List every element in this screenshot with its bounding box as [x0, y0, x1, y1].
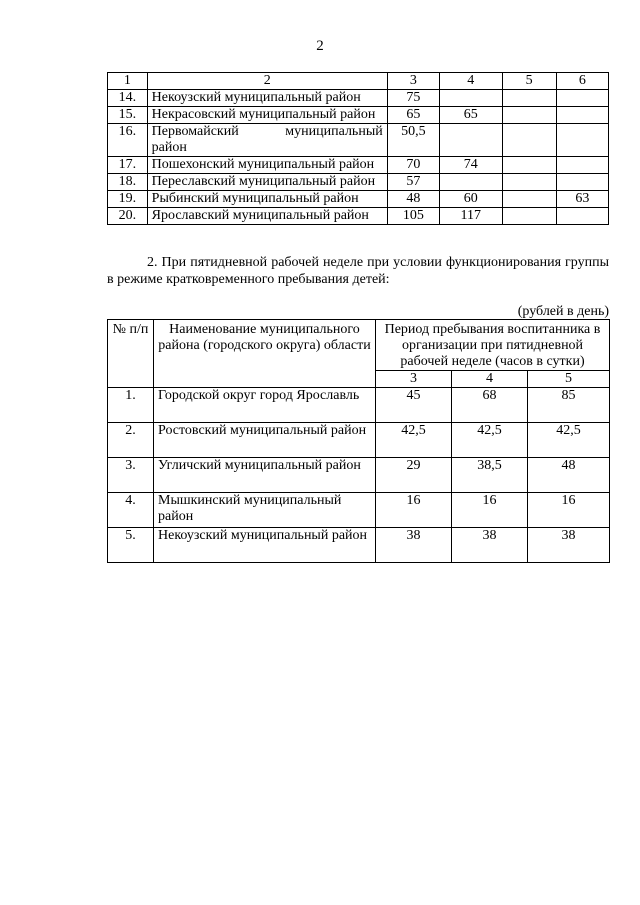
value-cell: [439, 90, 502, 107]
district-name-line: Первомайский муниципальный: [151, 124, 383, 139]
value-cell: [439, 174, 502, 191]
district-name: Городской округ город Ярославль: [154, 388, 376, 423]
table-row: [108, 528, 610, 563]
header-hours: 5: [528, 371, 610, 388]
value-cell: 16: [376, 493, 452, 528]
value-cell: [502, 174, 556, 191]
district-name: Рыбинский муниципальный район: [147, 191, 387, 208]
table-row: [108, 458, 610, 493]
value-cell: 68: [452, 388, 528, 423]
value-cell: 16: [528, 493, 610, 528]
header-period: Период пребывания воспитанника в организации при пятидневной рабочей неделе (часов в сутки): [376, 320, 610, 371]
district-name: Некоузский муниципальный район: [154, 528, 376, 563]
row-number: 18.: [108, 174, 148, 191]
value-cell: 42,5: [528, 423, 610, 458]
table-row: [108, 174, 609, 191]
value-cell: [556, 90, 608, 107]
district-name: Пошехонский муниципальный район: [147, 157, 387, 174]
row-number: 15.: [108, 107, 148, 124]
value-cell: [502, 191, 556, 208]
value-cell: 63: [556, 191, 608, 208]
district-name: Некрасовский муниципальный район: [147, 107, 387, 124]
value-cell: 38: [376, 528, 452, 563]
table-row: [108, 493, 610, 528]
value-cell: 65: [387, 107, 439, 124]
value-cell: 42,5: [452, 423, 528, 458]
value-cell: [556, 174, 608, 191]
value-cell: 57: [387, 174, 439, 191]
header-cell: 5: [502, 73, 556, 90]
row-number: 20.: [108, 208, 148, 225]
table-row: [108, 157, 609, 174]
table-row: [108, 208, 609, 225]
value-cell: [556, 157, 608, 174]
table-row: [108, 124, 609, 157]
value-cell: 74: [439, 157, 502, 174]
row-number: 16.: [108, 124, 148, 157]
short-stay-tariff-table: [107, 319, 610, 563]
row-number: 3.: [108, 458, 154, 493]
value-cell: [502, 107, 556, 124]
page-number: 2: [316, 38, 324, 54]
value-cell: 45: [376, 388, 452, 423]
value-cell: 105: [387, 208, 439, 225]
table-row: [108, 423, 610, 458]
table-header-row: [108, 73, 609, 90]
row-number: 2.: [108, 423, 154, 458]
value-cell: 16: [452, 493, 528, 528]
row-number: 5.: [108, 528, 154, 563]
header-hours: 4: [452, 371, 528, 388]
district-name-line: район: [151, 140, 187, 155]
tariff-table-continued: [107, 72, 609, 225]
value-cell: 38: [528, 528, 610, 563]
row-number: 17.: [108, 157, 148, 174]
table-row: [108, 90, 609, 107]
section-paragraph: 2. При пятидневной рабочей неделе при условии функционирования группы в режиме кратковременного пребывания детей:: [107, 255, 609, 287]
value-cell: 117: [439, 208, 502, 225]
row-number: 1.: [108, 388, 154, 423]
value-cell: [439, 124, 502, 157]
value-cell: [556, 107, 608, 124]
header-cell: 2: [147, 73, 387, 90]
header-cell: 6: [556, 73, 608, 90]
value-cell: 60: [439, 191, 502, 208]
header-cell: 4: [439, 73, 502, 90]
district-name: [147, 124, 387, 157]
table-row: [108, 107, 609, 124]
value-cell: [556, 208, 608, 225]
value-cell: 38,5: [452, 458, 528, 493]
district-name: Ростовский муниципальный район: [154, 423, 376, 458]
district-name: Мышкинский муниципальный район: [154, 493, 376, 528]
district-name: Переславский муниципальный район: [147, 174, 387, 191]
value-cell: [502, 90, 556, 107]
row-number: 14.: [108, 90, 148, 107]
value-cell: 48: [387, 191, 439, 208]
value-cell: 50,5: [387, 124, 439, 157]
district-name: Некоузский муниципальный район: [147, 90, 387, 107]
district-name: Ярославский муниципальный район: [147, 208, 387, 225]
header-district-name: Наименование муниципального района (городского округа) области: [154, 320, 376, 388]
header-hours: 3: [376, 371, 452, 388]
row-number: 4.: [108, 493, 154, 528]
value-cell: [502, 208, 556, 225]
table-header-row: [108, 320, 610, 371]
header-cell: 1: [108, 73, 148, 90]
value-cell: 85: [528, 388, 610, 423]
value-cell: 48: [528, 458, 610, 493]
table-row: [108, 191, 609, 208]
table-row: [108, 388, 610, 423]
district-name: Угличский муниципальный район: [154, 458, 376, 493]
header-cell: 3: [387, 73, 439, 90]
value-cell: 75: [387, 90, 439, 107]
value-cell: 38: [452, 528, 528, 563]
header-number: № п/п: [108, 320, 154, 388]
unit-note: (рублей в день): [517, 304, 609, 319]
value-cell: 70: [387, 157, 439, 174]
value-cell: 65: [439, 107, 502, 124]
value-cell: [502, 124, 556, 157]
value-cell: [556, 124, 608, 157]
value-cell: [502, 157, 556, 174]
value-cell: 42,5: [376, 423, 452, 458]
value-cell: 29: [376, 458, 452, 493]
row-number: 19.: [108, 191, 148, 208]
